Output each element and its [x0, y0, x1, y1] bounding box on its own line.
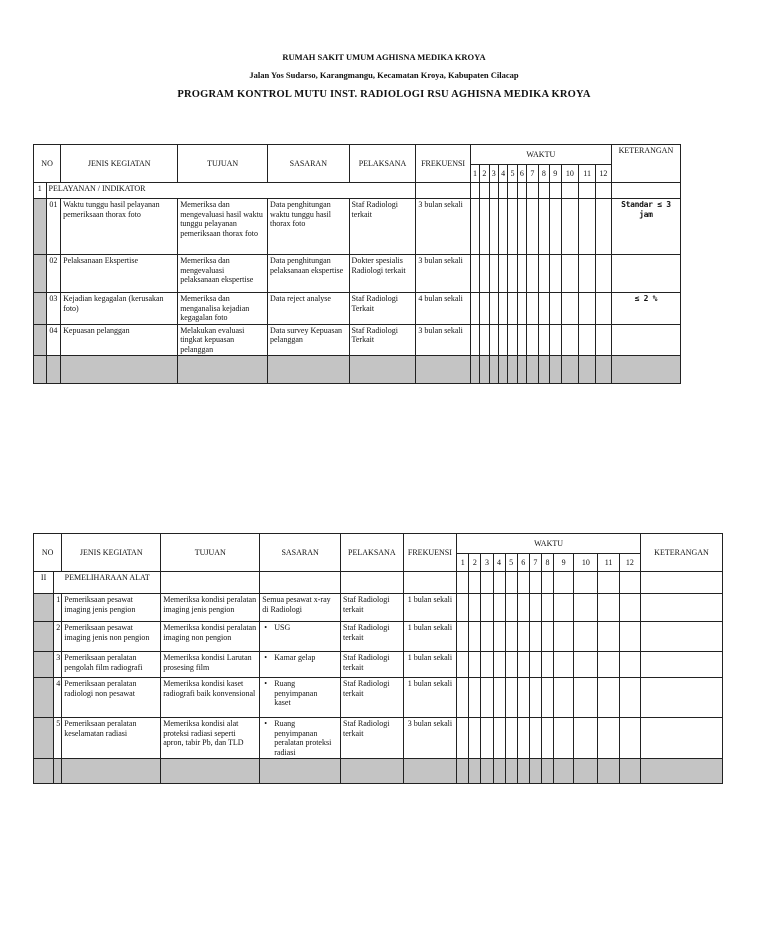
month-cell [480, 255, 489, 293]
month-cell [493, 622, 505, 652]
month-cell [561, 255, 579, 293]
month-cell [481, 594, 493, 622]
row-margin [34, 622, 54, 652]
month-cell [481, 718, 493, 759]
activity-cell: Pemeriksaan peralatan pengolah film radiografi [62, 652, 161, 678]
month-cell [579, 255, 596, 293]
remark-cell [641, 652, 723, 678]
month-cell [561, 324, 579, 356]
month-cell [457, 678, 469, 718]
col-pelaksana-header: PELAKSANA [341, 534, 404, 572]
month-cell [470, 255, 479, 293]
month-cell [489, 255, 498, 293]
month-header: 6 [517, 165, 526, 183]
month-cell [493, 718, 505, 759]
col-keterangan-header: KETERANGAN [641, 534, 723, 572]
month-header: 8 [538, 165, 549, 183]
col-no-header: NO [34, 145, 61, 183]
month-cell [517, 652, 529, 678]
month-header: 10 [574, 554, 598, 572]
table-row [34, 718, 723, 759]
row-margin [34, 678, 54, 718]
section-number: 1 [34, 183, 47, 199]
month-cell [481, 622, 493, 652]
target-text: Ruang penyimpanan kaset [274, 679, 318, 707]
table-row [34, 622, 723, 652]
frequency-cell: 1 bulan sekali [403, 622, 457, 652]
month-cell [505, 718, 517, 759]
month-cell [550, 324, 561, 356]
month-cell [505, 622, 517, 652]
remark-cell [641, 594, 723, 622]
month-header: 8 [541, 554, 553, 572]
remark-cell [611, 255, 680, 293]
target-text: USG [274, 623, 291, 632]
remark-cell [641, 678, 723, 718]
frequency-cell: 3 bulan sekali [403, 718, 457, 759]
table-row [34, 293, 681, 325]
month-header: 6 [517, 554, 529, 572]
remark-cell: Standar ≤ 3 jam [611, 199, 680, 255]
target-text: Semua pesawat x-ray di Radiologi [262, 595, 331, 614]
month-cell [489, 199, 498, 255]
objective-cell: Memeriksa kondisi peralatan imaging non pengion [161, 622, 260, 652]
month-header: 9 [554, 554, 574, 572]
month-cell [574, 622, 598, 652]
month-cell [505, 652, 517, 678]
month-cell [574, 678, 598, 718]
col-keterangan-header: KETERANGAN [611, 145, 680, 183]
month-cell [619, 594, 640, 622]
month-cell [489, 293, 498, 325]
month-cell [457, 652, 469, 678]
month-cell [505, 678, 517, 718]
target-cell [260, 718, 341, 759]
month-cell [574, 594, 598, 622]
quality-control-table-maintenance [33, 533, 723, 784]
program-title: PROGRAM KONTROL MUTU INST. RADIOLOGI RSU AGHISNA MEDIKA KROYA [177, 89, 591, 100]
month-cell [529, 652, 541, 678]
objective-cell: Memeriksa kondisi Larutan prosesing film [161, 652, 260, 678]
month-header: 2 [469, 554, 481, 572]
empty-footer-row [34, 759, 723, 784]
month-cell [505, 594, 517, 622]
frequency-cell: 3 bulan sekali [416, 324, 470, 356]
activity-cell: Kepuasan pelanggan [61, 324, 178, 356]
col-frekuensi-header: FREKUENSI [403, 534, 457, 572]
col-no-header: NO [34, 534, 62, 572]
section-number: II [34, 572, 54, 594]
frequency-cell: 3 bulan sekali [416, 199, 470, 255]
executor-cell: Staf Radiologi terkait [341, 678, 404, 718]
executor-cell: Staf Radiologi terkait [341, 622, 404, 652]
month-cell [619, 678, 640, 718]
month-cell [480, 324, 489, 356]
month-cell [470, 293, 479, 325]
month-cell [527, 255, 538, 293]
activity-cell: Waktu tunggu hasil pelayanan pemeriksaan thorax foto [61, 199, 178, 255]
frequency-cell: 4 bulan sekali [416, 293, 470, 325]
bullet-icon [264, 719, 274, 728]
month-header: 1 [470, 165, 479, 183]
row-number: 1 [54, 594, 62, 622]
month-cell [554, 622, 574, 652]
month-cell [529, 594, 541, 622]
month-cell [527, 293, 538, 325]
month-cell [517, 255, 526, 293]
month-header: 5 [505, 554, 517, 572]
month-cell [550, 255, 561, 293]
month-cell [619, 652, 640, 678]
frequency-cell: 1 bulan sekali [403, 594, 457, 622]
executor-cell: Staf Radiologi terkait [341, 718, 404, 759]
month-header: 4 [493, 554, 505, 572]
objective-cell: Memeriksa dan mengevaluasi pelaksanaan ekspertise [178, 255, 268, 293]
month-cell [561, 199, 579, 255]
month-cell [619, 622, 640, 652]
month-header: 11 [598, 554, 619, 572]
month-cell [498, 199, 507, 255]
target-cell: Data survey Kepuasan pelanggan [268, 324, 350, 356]
frequency-cell: 3 bulan sekali [416, 255, 470, 293]
col-sasaran-header: SASARAN [260, 534, 341, 572]
month-cell [508, 199, 517, 255]
table-row [34, 199, 681, 255]
row-margin [34, 324, 47, 356]
col-waktu-header: WAKTU [470, 145, 611, 165]
month-header: 5 [508, 165, 517, 183]
month-cell [529, 678, 541, 718]
month-cell [508, 255, 517, 293]
row-number: 5 [54, 718, 62, 759]
month-cell [538, 255, 549, 293]
month-cell [498, 255, 507, 293]
hospital-name: RUMAH SAKIT UMUM AGHISNA MEDIKA KROYA [282, 52, 486, 62]
month-header: 2 [480, 165, 489, 183]
month-cell [619, 718, 640, 759]
month-cell [579, 199, 596, 255]
remark-cell [611, 324, 680, 356]
month-cell [538, 324, 549, 356]
table-row [34, 652, 723, 678]
activity-cell: Pemeriksaan pesawat imaging jenis pengion [62, 594, 161, 622]
objective-cell: Memeriksa kondisi peralatan imaging jenis pengion [161, 594, 260, 622]
row-margin [34, 652, 54, 678]
col-pelaksana-header: PELAKSANA [349, 145, 416, 183]
month-cell [498, 293, 507, 325]
month-header: 12 [596, 165, 612, 183]
month-cell [493, 652, 505, 678]
row-margin [34, 594, 54, 622]
executor-cell: Staf Radiologi terkait [349, 199, 416, 255]
month-cell [541, 718, 553, 759]
month-cell [541, 652, 553, 678]
target-text: Kamar gelap [274, 653, 316, 662]
month-cell [529, 718, 541, 759]
month-cell [470, 324, 479, 356]
month-cell [598, 594, 619, 622]
col-kegiatan-header: JENIS KEGIATAN [61, 145, 178, 183]
row-number: 02 [46, 255, 61, 293]
col-tujuan-header: TUJUAN [161, 534, 260, 572]
hospital-address: Jalan Yos Sudarso, Karangmangu, Kecamatan Kroya, Kabupaten Cilacap [249, 70, 519, 80]
target-text: Ruang penyimpanan peralatan proteksi radiasi [274, 719, 332, 757]
month-cell [527, 324, 538, 356]
bullet-icon [264, 679, 274, 688]
month-header: 1 [457, 554, 469, 572]
month-cell [481, 678, 493, 718]
month-cell [457, 594, 469, 622]
month-cell [517, 199, 526, 255]
month-header: 3 [481, 554, 493, 572]
row-number: 4 [54, 678, 62, 718]
bullet-icon [264, 623, 274, 632]
row-number: 3 [54, 652, 62, 678]
activity-cell: Pemeriksaan peralatan keselamatan radiasi [62, 718, 161, 759]
month-header: 10 [561, 165, 579, 183]
objective-cell: Melakukan evaluasi tingkat kepuasan pelanggan [178, 324, 268, 356]
month-cell [469, 594, 481, 622]
target-cell [260, 622, 341, 652]
month-cell [517, 594, 529, 622]
month-cell [554, 652, 574, 678]
table-row [34, 678, 723, 718]
month-cell [538, 293, 549, 325]
month-cell [598, 718, 619, 759]
month-cell [554, 718, 574, 759]
target-cell: Data reject analyse [268, 293, 350, 325]
executor-cell: Staf Radiologi Terkait [349, 324, 416, 356]
month-header: 3 [489, 165, 498, 183]
section-title: PEMELIHARAAN ALAT [54, 572, 161, 594]
row-number: 04 [46, 324, 61, 356]
target-cell: Data penghitungan pelaksanaan ekspertise [268, 255, 350, 293]
row-number: 03 [46, 293, 61, 325]
month-cell [596, 324, 612, 356]
month-cell [508, 324, 517, 356]
executor-cell: Staf Radiologi terkait [341, 594, 404, 622]
month-cell [579, 324, 596, 356]
month-cell [598, 622, 619, 652]
table-row [34, 594, 723, 622]
target-cell: Data penghitungan waktu tunggu hasil thorax foto [268, 199, 350, 255]
month-cell [517, 718, 529, 759]
table-row [34, 255, 681, 293]
month-cell [480, 293, 489, 325]
month-cell [554, 678, 574, 718]
month-cell [574, 652, 598, 678]
month-cell [574, 718, 598, 759]
executor-cell: Staf Radiologi terkait [341, 652, 404, 678]
month-cell [517, 293, 526, 325]
remark-cell [641, 622, 723, 652]
month-cell [493, 678, 505, 718]
row-margin [34, 718, 54, 759]
executor-cell: Staf Radiologi Terkait [349, 293, 416, 325]
section-title: PELAYANAN / INDIKATOR [46, 183, 416, 199]
activity-cell: Pemeriksaan pesawat imaging jenis non pengion [62, 622, 161, 652]
month-cell [517, 622, 529, 652]
month-cell [469, 652, 481, 678]
remark-cell [641, 718, 723, 759]
objective-cell: Memeriksa kondisi alat proteksi radiasi seperti apron, tabir Pb, dan TLD [161, 718, 260, 759]
month-cell [517, 678, 529, 718]
objective-cell: Memeriksa dan menganalisa kejadian kegagalan foto [178, 293, 268, 325]
month-cell [489, 324, 498, 356]
month-cell [493, 594, 505, 622]
month-cell [498, 324, 507, 356]
month-header: 12 [619, 554, 640, 572]
month-header: 7 [529, 554, 541, 572]
target-cell [260, 678, 341, 718]
row-number: 01 [46, 199, 61, 255]
month-cell [579, 293, 596, 325]
month-cell [561, 293, 579, 325]
month-cell [481, 652, 493, 678]
month-cell [480, 199, 489, 255]
month-cell [469, 718, 481, 759]
col-kegiatan-header: JENIS KEGIATAN [62, 534, 161, 572]
month-cell [550, 293, 561, 325]
month-cell [550, 199, 561, 255]
col-sasaran-header: SASARAN [268, 145, 350, 183]
month-cell [527, 199, 538, 255]
month-cell [596, 293, 612, 325]
col-tujuan-header: TUJUAN [178, 145, 268, 183]
month-cell [470, 199, 479, 255]
col-frekuensi-header: FREKUENSI [416, 145, 470, 183]
objective-cell: Memeriksa dan mengevaluasi hasil waktu tunggu pelayanan pemeriksaan thorax foto [178, 199, 268, 255]
month-header: 9 [550, 165, 561, 183]
objective-cell: Memeriksa kondisi kaset radiografi baik konvensional [161, 678, 260, 718]
month-cell [598, 652, 619, 678]
activity-cell: Pemeriksaan peralatan radiologi non pesawat [62, 678, 161, 718]
month-cell [469, 678, 481, 718]
month-cell [541, 678, 553, 718]
month-header: 11 [579, 165, 596, 183]
month-cell [554, 594, 574, 622]
frequency-cell: 1 bulan sekali [403, 678, 457, 718]
month-cell [541, 594, 553, 622]
quality-control-table-service [33, 144, 681, 384]
month-cell [517, 324, 526, 356]
bullet-icon [264, 653, 274, 662]
month-cell [457, 622, 469, 652]
month-header: 7 [527, 165, 538, 183]
month-cell [598, 678, 619, 718]
month-cell [529, 622, 541, 652]
month-cell [541, 622, 553, 652]
month-cell [469, 622, 481, 652]
col-waktu-header: WAKTU [457, 534, 641, 554]
frequency-cell: 1 bulan sekali [403, 652, 457, 678]
remark-cell: ≤ 2 % [611, 293, 680, 325]
month-cell [596, 199, 612, 255]
executor-cell: Dokter spesialis Radiologi terkait [349, 255, 416, 293]
month-cell [457, 718, 469, 759]
month-header: 4 [498, 165, 507, 183]
row-margin [34, 199, 47, 255]
table-row [34, 324, 681, 356]
activity-cell: Kejadian kegagalan (kerusakan foto) [61, 293, 178, 325]
activity-cell: Pelaksanaan Ekspertise [61, 255, 178, 293]
row-margin [34, 255, 47, 293]
target-cell [260, 652, 341, 678]
month-cell [596, 255, 612, 293]
row-margin [34, 293, 47, 325]
target-cell [260, 594, 341, 622]
month-cell [508, 293, 517, 325]
month-cell [538, 199, 549, 255]
empty-footer-row [34, 356, 681, 384]
row-number: 2 [54, 622, 62, 652]
